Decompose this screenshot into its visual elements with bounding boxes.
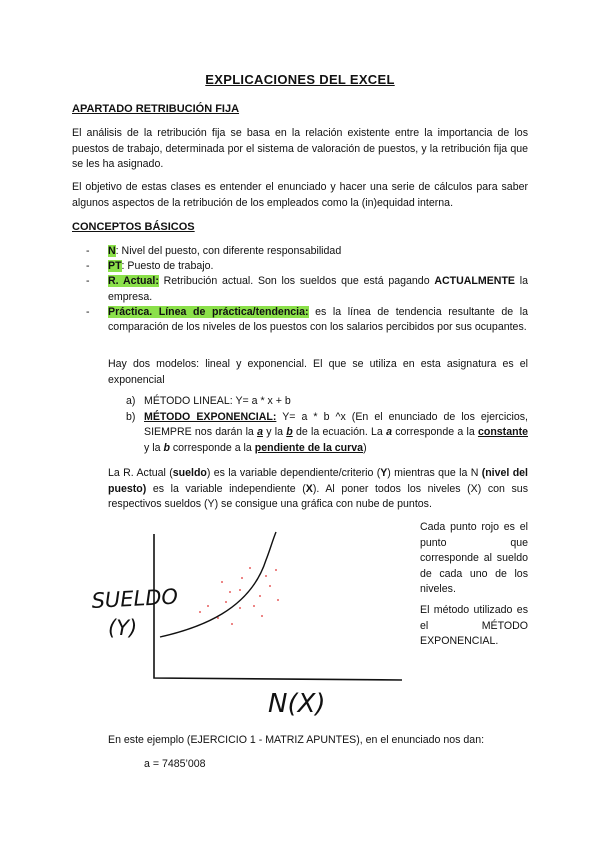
emphasis-actualmente: ACTUALMENTE — [434, 275, 515, 288]
concepts-list — [86, 244, 528, 335]
hand-drawn-scatter-chart — [90, 520, 410, 720]
list-marker-b: b) — [126, 410, 136, 423]
data-point — [217, 617, 219, 619]
section-heading-fixed-pay: APARTADO RETRIBUCIÓN FIJA — [72, 103, 240, 115]
exp-var-a-2: a — [386, 426, 392, 438]
definition-pt: : Puesto de trabajo. — [121, 260, 214, 273]
data-point — [239, 607, 241, 609]
list-item-exponential — [126, 410, 528, 457]
data-point — [231, 623, 233, 625]
ractual-x: X — [305, 482, 313, 495]
exp-text-7: ) — [363, 441, 367, 454]
term-pt: PT — [108, 260, 122, 273]
data-point — [261, 615, 263, 617]
paragraph-example: En este ejemplo (EJERCICIO 1 - MATRIZ APUNTES), en el enunciado nos dan: — [108, 734, 485, 746]
data-point — [221, 581, 223, 583]
exp-var-b: b — [286, 426, 293, 438]
term-pendiente: pendiente de la curva — [254, 441, 364, 454]
data-point — [207, 605, 209, 607]
trend-curve — [160, 532, 276, 637]
value-a: a = 7485’008 — [144, 758, 206, 770]
data-point — [225, 601, 227, 603]
exp-text-4: corresponde a la — [391, 426, 478, 438]
term-constante: constante — [477, 426, 528, 438]
data-point — [259, 595, 261, 597]
page-title: EXPLICACIONES DEL EXCEL — [205, 72, 395, 87]
definition-ractual: Retribución actual. Son los sueldos que está pagando — [158, 275, 435, 288]
linear-method-text: MÉTODO LINEAL: Y= a * x + b — [144, 395, 291, 407]
data-point — [275, 569, 277, 571]
term-practica: Práctica. Línea de práctica/tendencia: — [108, 305, 309, 318]
data-point — [229, 591, 231, 593]
x-axis-label: N(X) — [268, 689, 326, 719]
side-note-points: Cada punto rojo es el punto que corresponde al sueldo de cada uno de los niveles. — [420, 521, 528, 595]
list-item-practica: - Práctica. Línea de práctica/tendencia: es la línea de tendencia resultante de la comparación de los niveles de los puestos con los salarios percibidos por sus ocupantes. — [86, 305, 528, 334]
data-point — [241, 577, 243, 579]
ractual-y: Y — [380, 467, 388, 479]
term-exponential: MÉTODO EXPONENCIAL: — [144, 410, 277, 423]
exp-text-6: corresponde a la — [169, 441, 255, 454]
ractual-text-5: ). Al poner todos los niveles (X) con sus respectivos sueldos (Y) se consigue una gráfica con nube de puntos. — [108, 482, 528, 510]
exp-text-1: Y= a * b ^x (En el enunciado de los ejercicios, SIEMPRE nos darán la — [144, 410, 528, 438]
ractual-text-3: ) mientras que la N — [387, 467, 482, 479]
definition-ractual-end: la empresa. — [108, 275, 528, 303]
ractual-nivel: (nivel del puesto) — [108, 467, 528, 495]
section-heading-concepts: CONCEPTOS BÁSICOS — [72, 221, 195, 233]
data-point — [199, 611, 201, 613]
paragraph-objective: El objetivo de estas clases es entender el enunciado y hacer una serie de cálculos para saber algunos aspectos de la retribución de los empleados como la (in)equidad interna. — [72, 181, 528, 209]
term-n: N — [108, 245, 116, 257]
list-item-ractual: - R. Actual: Retribución actual. Son los sueldos que está pagando ACTUALMENTE la empresa. — [86, 275, 528, 303]
ractual-text-4: es la variable independiente ( — [146, 482, 306, 495]
data-point — [265, 575, 267, 577]
data-point — [269, 585, 271, 587]
paragraph-models: Hay dos modelos: lineal y exponencial. El que se utiliza en esta asignatura es el exponencial — [108, 358, 528, 386]
exp-var-b-2: b — [163, 441, 170, 454]
ractual-text-2: ) es la variable dependiente/criterio ( — [206, 467, 381, 479]
models-list — [126, 394, 528, 456]
exp-text-3: de la ecuación. La — [292, 426, 387, 438]
exp-var-a: a — [257, 426, 263, 438]
data-points — [199, 567, 279, 625]
definition-n: : Nivel del puesto, con diferente responsabilidad — [115, 245, 342, 257]
paragraph-analysis: El análisis de la retribución fija se basa en la relación existente entre la importancia de los puestos de trabajo, determinada por el sistema de valoración de puestos, y la retribución fija que se les ha asignado. — [72, 127, 528, 170]
data-point — [277, 599, 279, 601]
exp-text-2: y la — [262, 426, 287, 438]
data-point — [253, 605, 255, 607]
exp-text-5: y la — [144, 441, 164, 454]
data-point — [249, 567, 251, 569]
paragraph-ractual — [108, 466, 528, 513]
term-ractual: R. Actual: — [108, 275, 159, 288]
y-axis-label-sueldo: SUELDO — [91, 584, 179, 613]
list-marker-a: a) — [126, 395, 136, 407]
ractual-sueldo: sueldo — [172, 467, 207, 479]
side-note-method: El método utilizado es el MÉTODO EXPONENCIAL. — [420, 604, 528, 647]
definition-practica: es la línea de tendencia resultante de la comparación de los niveles de los puestos con los salarios percibidos por sus ocupantes. — [108, 305, 528, 334]
list-item-n: - N: Nivel del puesto, con diferente responsabilidad — [86, 245, 342, 257]
ractual-text-1: La R. Actual ( — [108, 467, 173, 479]
list-item-pt: - PT: Puesto de trabajo. — [86, 260, 214, 273]
data-point — [239, 589, 241, 591]
y-axis-label-y: (Y) — [108, 616, 138, 640]
list-item-linear — [126, 394, 528, 410]
chart-axes — [154, 534, 402, 680]
